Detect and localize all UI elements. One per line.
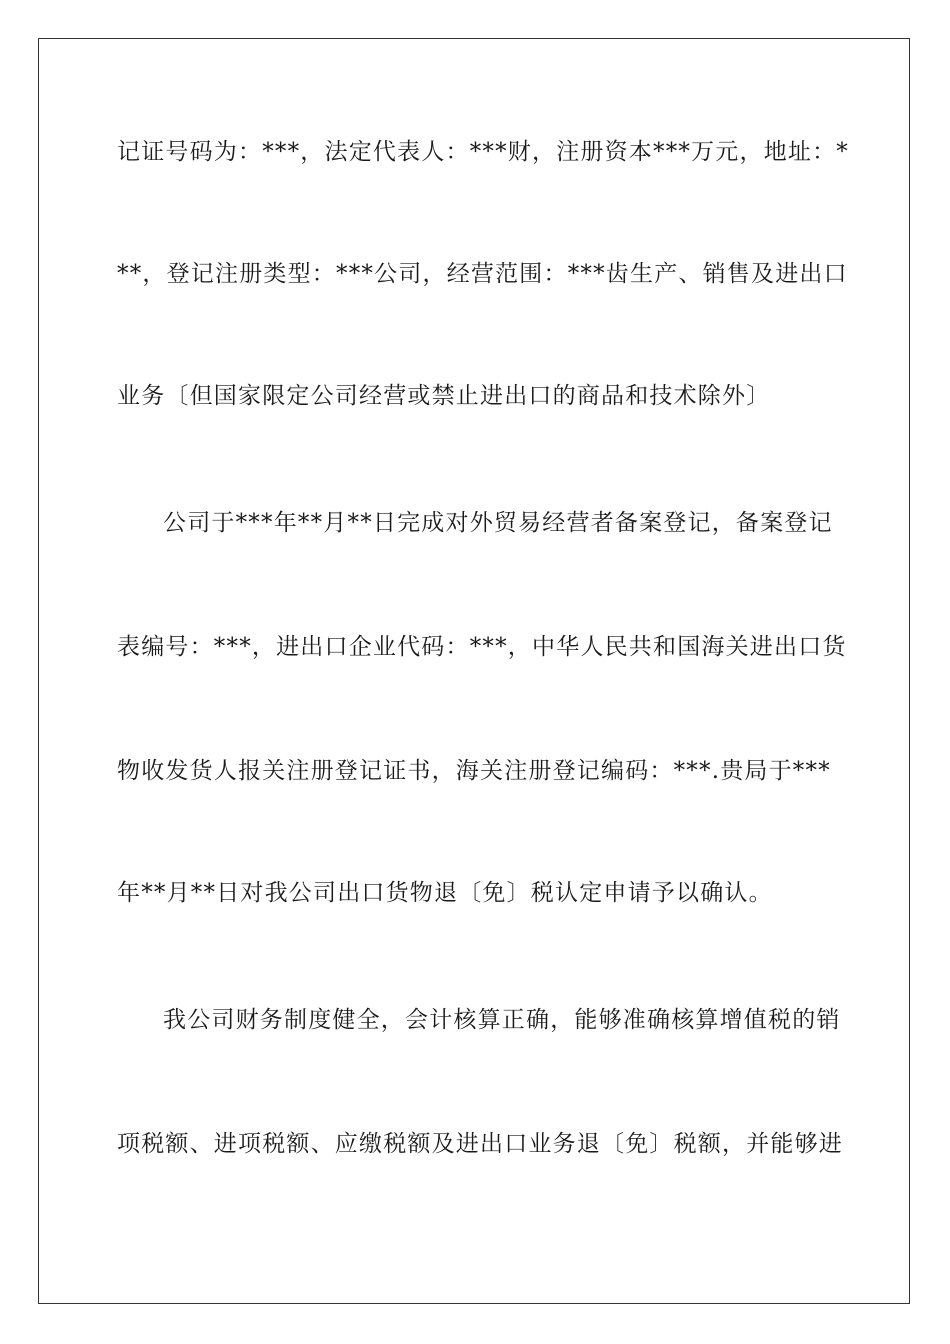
paragraph-line: 项税额、进项税额、应缴税额及进出口业务退〔免〕税额，并能够进 <box>117 1131 843 1157</box>
paragraph-line: **，登记注册类型：***公司，经营范围：***齿生产、销售及进出口 <box>117 261 848 287</box>
paragraph-line: 物收发货人报关注册登记证书，海关注册登记编码：***.贵局于*** <box>117 758 831 784</box>
paragraph-line: 业务〔但国家限定公司经营或禁止进出口的商品和技术除外〕 <box>117 383 771 409</box>
paragraph-line: 我公司财务制度健全，会计核算正确，能够准确核算增值税的销 <box>163 1007 841 1033</box>
paragraph-line: 记证号码为：***，法定代表人：***财，注册资本***万元，地址：* <box>117 139 849 165</box>
paragraph-line: 公司于***年**月**日完成对外贸易经营者备案登记，备案登记 <box>163 510 833 536</box>
paragraph-line: 年**月**日对我公司出口货物退〔免〕税认定申请予以确认。 <box>117 880 773 906</box>
paragraph-line: 表编号：***，进出口企业代码：***，中华人民共和国海关进出口货 <box>117 634 847 660</box>
page-border <box>38 38 910 1304</box>
